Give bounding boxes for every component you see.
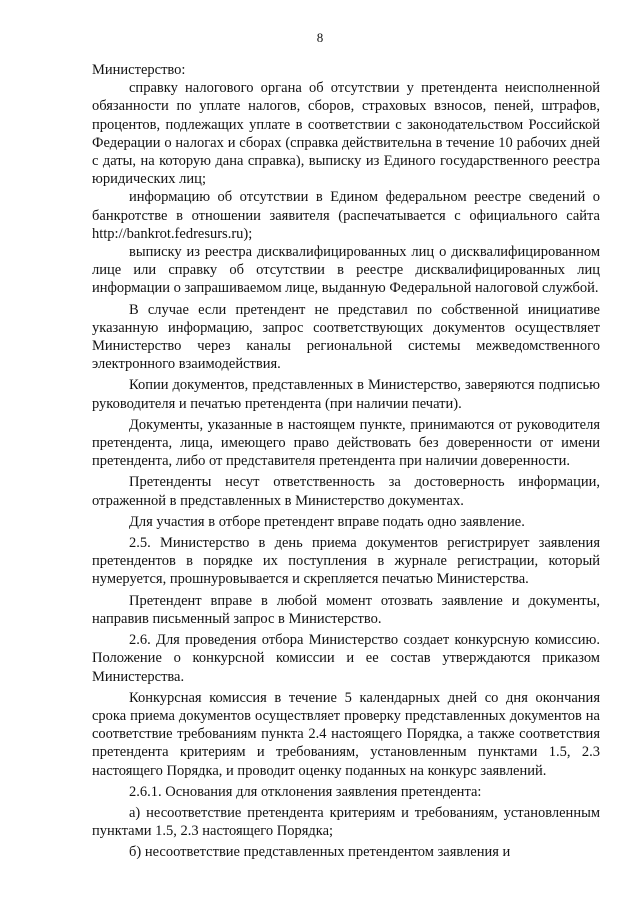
paragraph: 2.6. Для проведения отбора Министерство создает конкурсную комиссию. Положение о конкурсной комиссии и ее состав утверждаются приказом Министерства. [92, 632, 600, 685]
paragraph: Министерство: [92, 62, 186, 78]
page-number: 8 [316, 30, 324, 45]
paragraph: Для участия в отборе претендент вправе подать одно заявление. [129, 513, 525, 530]
paragraph: Конкурсная комиссия в течение 5 календарных дней со дня окончания срока приема документов осуществляет проверку представленных документов на соответствие требованиям пункта 2.4 настоящего Порядка, а также соответствия претендента критериям и требованиям, установленным пунктами 1.5, 2.3 настоящего Порядка, и проводит оценку поданных на конкурс заявлений. [92, 689, 600, 779]
paragraph: 2.5. Министерство в день приема документов регистрирует заявления претендентов в порядке их поступления в журнале регистрации, который нумеруется, прошнуровывается и скрепляется печатью Министерства. [92, 535, 600, 588]
document-body [92, 61, 600, 862]
paragraph: б) несоответствие представленных претендентом заявления и [129, 844, 511, 861]
paragraph: справку налогового органа об отсутствии у претендента неисполненной обязанности по уплате налогов, сборов, страховых взносов, пеней, штрафов, процентов, подлежащих уплате в соответствии с законодательством Российской Федерации о налогах и сборах (справка действительна в течение 10 рабочих дней с даты, на которую дана справка), выписку из Единого государственного реестра юридических лиц; [92, 80, 600, 188]
paragraph: выписку из реестра дисквалифицированных лиц о дисквалифицированном лице или справку об отсутствии в реестре дисквалифицированных лиц информации о запрашиваемом лице, выданную Федеральной налоговой службой. [92, 244, 600, 297]
paragraph: Претендент вправе в любой момент отозвать заявление и документы, направив письменный запрос в Министерство. [92, 592, 600, 627]
paragraph: Копии документов, представленных в Министерство, заверяются подписью руководителя и печатью претендента (при наличии печати). [92, 377, 600, 412]
paragraph: В случае если претендент не представил по собственной инициативе указанную информацию, запрос соответствующих документов осуществляет Министерство через каналы региональной системы межведомственного электронного взаимодействия. [92, 301, 600, 373]
paragraph: 2.6.1. Основания для отклонения заявления претендента: [129, 783, 482, 800]
paragraph: а) несоответствие претендента критериям и требованиям, установленным пунктами 1.5, 2.3 настоящего Порядка; [92, 804, 600, 840]
paragraph: Претенденты несут ответственность за достоверность информации, отраженной в представленных в Министерство документах. [92, 474, 600, 509]
paragraph: Документы, указанные в настоящем пункте, принимаются от руководителя претендента, лица, имеющего право действовать без доверенности от имени претендента, либо от представителя претендента при наличии доверенности. [92, 416, 600, 470]
paragraph: информацию об отсутствии в Едином федеральном реестре сведений о банкротстве в отношении заявителя (распечатывается с официального сайта http://bankrot.fedresurs.ru); [92, 189, 600, 242]
